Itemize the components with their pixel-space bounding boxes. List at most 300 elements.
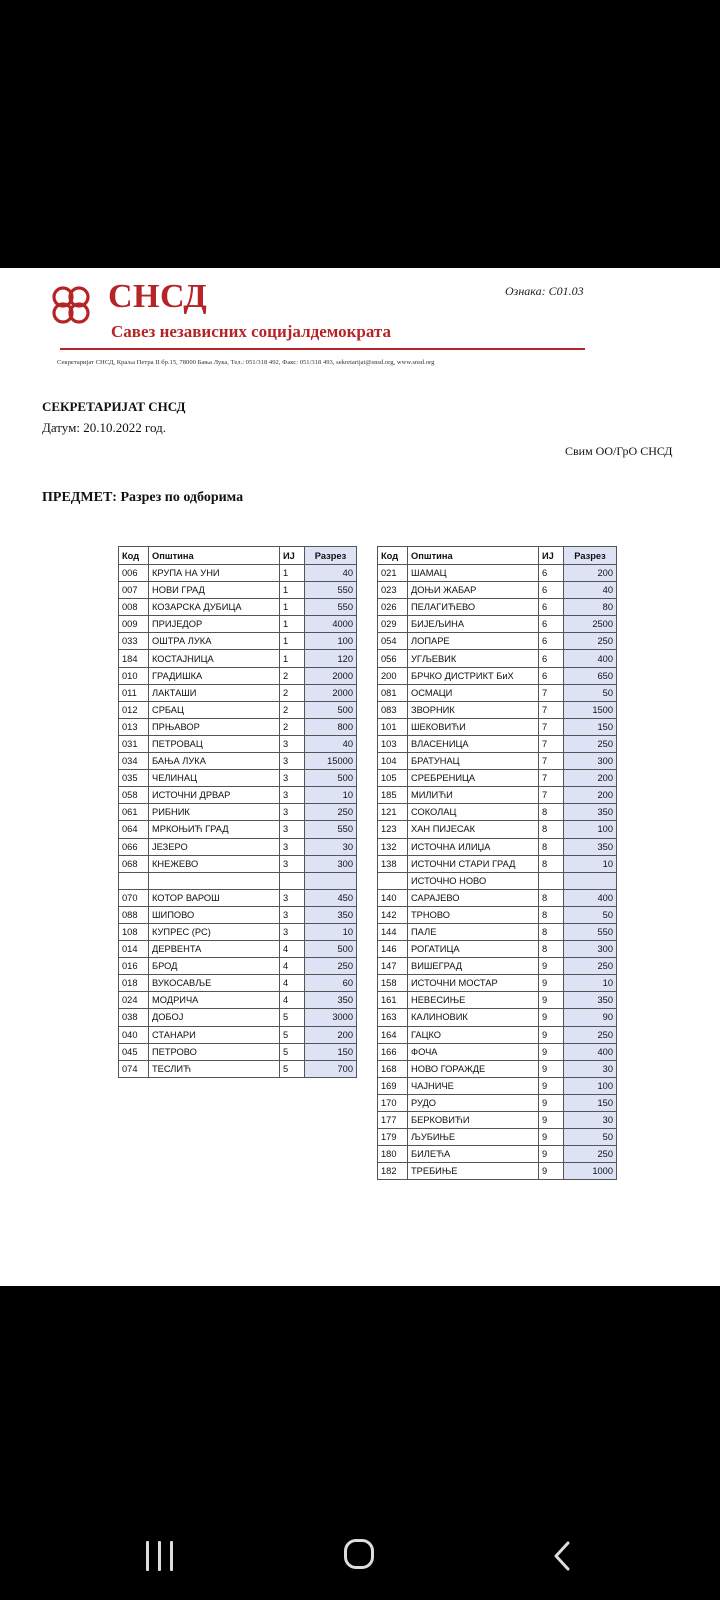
cell-code: 066 xyxy=(119,838,149,855)
cell-code: 179 xyxy=(378,1129,408,1146)
cell-code: 031 xyxy=(119,735,149,752)
cell-quota: 10 xyxy=(564,855,617,872)
table-row xyxy=(119,582,357,599)
cell-municipality: ВЛАСЕНИЦА xyxy=(408,735,539,752)
cell-municipality: ДЕРВЕНТА xyxy=(149,941,280,958)
cell-code: 200 xyxy=(378,667,408,684)
cell-quota: 150 xyxy=(305,1043,357,1060)
cell-ij: 6 xyxy=(539,667,564,684)
cell-ij: 5 xyxy=(280,1043,305,1060)
cell-quota: 30 xyxy=(564,1060,617,1077)
cell-code: 026 xyxy=(378,599,408,616)
back-icon[interactable] xyxy=(553,1541,571,1571)
cell-code: 180 xyxy=(378,1146,408,1163)
letter-recipient: Свим ОО/ГрО СНСД xyxy=(565,444,673,458)
cell-municipality: ПАЛЕ xyxy=(408,923,539,940)
cell-code: 161 xyxy=(378,992,408,1009)
table-row xyxy=(119,701,357,718)
cell-quota: 100 xyxy=(305,633,357,650)
table-row xyxy=(378,804,617,821)
cell-code: 083 xyxy=(378,701,408,718)
cell-municipality: ИСТОЧНИ МОСТАР xyxy=(408,975,539,992)
cell-code: 058 xyxy=(119,787,149,804)
cell-municipality: СРЕБРЕНИЦА xyxy=(408,770,539,787)
table-row xyxy=(119,599,357,616)
snsd-logo-icon xyxy=(50,284,92,326)
cell-quota: 250 xyxy=(564,1146,617,1163)
cell-municipality: ОСМАЦИ xyxy=(408,684,539,701)
cell-quota: 100 xyxy=(564,821,617,838)
cell-municipality: ФОЧА xyxy=(408,1043,539,1060)
table-row xyxy=(119,1026,357,1043)
table-row xyxy=(378,735,617,752)
cell-quota: 300 xyxy=(564,941,617,958)
table-row xyxy=(119,1043,357,1060)
cell-quota: 60 xyxy=(305,975,357,992)
cell-quota: 400 xyxy=(564,650,617,667)
cell-municipality: СРБАЦ xyxy=(149,701,280,718)
cell-code: 061 xyxy=(119,804,149,821)
cell-municipality: ИСТОЧНО НОВО xyxy=(408,872,539,889)
cell-quota: 700 xyxy=(305,1060,357,1077)
cell-ij: 7 xyxy=(539,770,564,787)
table-row xyxy=(119,1060,357,1077)
table-row xyxy=(378,718,617,735)
cell-code: 177 xyxy=(378,1112,408,1129)
cell-quota: 350 xyxy=(564,804,617,821)
cell-quota: 80 xyxy=(564,599,617,616)
column-header-code: Код xyxy=(378,547,408,565)
table-row xyxy=(119,667,357,684)
cell-ij: 5 xyxy=(280,1026,305,1043)
cell-ij: 4 xyxy=(280,941,305,958)
table-row xyxy=(378,1146,617,1163)
table-row xyxy=(119,838,357,855)
cell-quota: 10 xyxy=(305,787,357,804)
cell-code: 016 xyxy=(119,958,149,975)
cell-municipality: ВУКОСАВЉЕ xyxy=(149,975,280,992)
table-row xyxy=(378,906,617,923)
cell-code: 070 xyxy=(119,889,149,906)
cell-quota: 800 xyxy=(305,718,357,735)
cell-ij: 4 xyxy=(280,975,305,992)
cell-code: 108 xyxy=(119,923,149,940)
cell-ij: 7 xyxy=(539,684,564,701)
cell-code: 138 xyxy=(378,855,408,872)
table-row xyxy=(119,770,357,787)
cell-municipality: ЗВОРНИК xyxy=(408,701,539,718)
table-row xyxy=(119,992,357,1009)
cell-quota: 450 xyxy=(305,889,357,906)
cell-quota: 1500 xyxy=(564,701,617,718)
cell-ij: 7 xyxy=(539,701,564,718)
cell-municipality: ПРИЈЕДОР xyxy=(149,616,280,633)
cell-code: 184 xyxy=(119,650,149,667)
cell-code: 021 xyxy=(378,565,408,582)
cell-municipality: ЉУБИЊЕ xyxy=(408,1129,539,1146)
cell-ij: 3 xyxy=(280,787,305,804)
cell-municipality: КНЕЖЕВО xyxy=(149,855,280,872)
document-code: Ознака: С01.03 xyxy=(505,284,584,298)
cell-municipality: КРУПА НА УНИ xyxy=(149,565,280,582)
cell-municipality: НОВО ГОРАЖДЕ xyxy=(408,1060,539,1077)
cell-quota: 100 xyxy=(564,1077,617,1094)
cell-quota: 250 xyxy=(564,633,617,650)
table-row xyxy=(378,923,617,940)
cell-municipality: ЛОПАРЕ xyxy=(408,633,539,650)
cell-quota: 50 xyxy=(564,906,617,923)
cell-code: 104 xyxy=(378,753,408,770)
cell-quota: 10 xyxy=(564,975,617,992)
cell-quota: 30 xyxy=(305,838,357,855)
cell-municipality: ТРНОВО xyxy=(408,906,539,923)
cell-ij: 2 xyxy=(280,701,305,718)
cell-ij: 1 xyxy=(280,650,305,667)
table-row xyxy=(378,941,617,958)
cell-municipality: КАЛИНОВИК xyxy=(408,1009,539,1026)
cell-code: 163 xyxy=(378,1009,408,1026)
document-page xyxy=(0,268,720,1286)
cell-quota: 250 xyxy=(564,735,617,752)
cell-code: 038 xyxy=(119,1009,149,1026)
cell-code: 081 xyxy=(378,684,408,701)
cell-municipality xyxy=(149,872,280,889)
cell-municipality: БИЛЕЋА xyxy=(408,1146,539,1163)
table-row xyxy=(378,753,617,770)
cell-municipality: ШЕКОВИЋИ xyxy=(408,718,539,735)
column-header-quota: Разрез xyxy=(305,547,357,565)
cell-code: 011 xyxy=(119,684,149,701)
cell-code: 012 xyxy=(119,701,149,718)
cell-code: 023 xyxy=(378,582,408,599)
cell-quota: 2000 xyxy=(305,684,357,701)
cell-code: 140 xyxy=(378,889,408,906)
cell-municipality: МОДРИЧА xyxy=(149,992,280,1009)
table-row xyxy=(119,787,357,804)
cell-quota: 50 xyxy=(564,1129,617,1146)
cell-quota xyxy=(305,872,357,889)
cell-quota: 400 xyxy=(564,1043,617,1060)
cell-municipality: КОЗАРСКА ДУБИЦА xyxy=(149,599,280,616)
cell-code: 035 xyxy=(119,770,149,787)
table-row xyxy=(378,821,617,838)
cell-quota: 400 xyxy=(564,889,617,906)
cell-ij: 8 xyxy=(539,821,564,838)
table-row xyxy=(378,616,617,633)
cell-code: 101 xyxy=(378,718,408,735)
cell-quota: 250 xyxy=(564,1026,617,1043)
cell-municipality: БИЈЕЉИНА xyxy=(408,616,539,633)
cell-quota: 500 xyxy=(305,941,357,958)
cell-quota: 350 xyxy=(305,906,357,923)
cell-code: 132 xyxy=(378,838,408,855)
cell-municipality: ПЕТРОВАЦ xyxy=(149,735,280,752)
table-row xyxy=(378,855,617,872)
cell-code: 010 xyxy=(119,667,149,684)
column-header-ij: ИЈ xyxy=(539,547,564,565)
cell-municipality: СОКОЛАЦ xyxy=(408,804,539,821)
quota-table-left xyxy=(118,546,357,1078)
cell-quota xyxy=(564,872,617,889)
table-row xyxy=(119,855,357,872)
cell-ij: 1 xyxy=(280,616,305,633)
cell-municipality: УГЉЕВИК xyxy=(408,650,539,667)
cell-quota: 350 xyxy=(305,992,357,1009)
cell-municipality: МРКОЊИЋ ГРАД xyxy=(149,821,280,838)
cell-ij: 6 xyxy=(539,650,564,667)
cell-ij: 8 xyxy=(539,906,564,923)
cell-code: 164 xyxy=(378,1026,408,1043)
cell-municipality: КОСТАЈНИЦА xyxy=(149,650,280,667)
cell-municipality: ИСТОЧНИ СТАРИ ГРАД xyxy=(408,855,539,872)
department-title: СЕКРЕТАРИЈАТ СНСД xyxy=(42,399,186,414)
cell-code: 006 xyxy=(119,565,149,582)
table-row xyxy=(119,565,357,582)
table-row xyxy=(119,923,357,940)
cell-code: 088 xyxy=(119,906,149,923)
cell-ij: 3 xyxy=(280,735,305,752)
cell-quota: 3000 xyxy=(305,1009,357,1026)
cell-code: 105 xyxy=(378,770,408,787)
table-row xyxy=(378,1026,617,1043)
cell-ij: 7 xyxy=(539,753,564,770)
cell-quota: 250 xyxy=(305,958,357,975)
cell-code: 029 xyxy=(378,616,408,633)
cell-quota: 550 xyxy=(305,821,357,838)
table-row xyxy=(378,684,617,701)
cell-municipality: КУПРЕС (РС) xyxy=(149,923,280,940)
table-row xyxy=(378,582,617,599)
cell-quota: 500 xyxy=(305,701,357,718)
table-row xyxy=(378,633,617,650)
cell-quota: 550 xyxy=(564,923,617,940)
cell-ij: 6 xyxy=(539,633,564,650)
cell-quota: 150 xyxy=(564,1094,617,1111)
cell-municipality: ПЕЛАГИЋЕВО xyxy=(408,599,539,616)
letter-date: Датум: 20.10.2022 год. xyxy=(42,420,166,435)
cell-ij: 8 xyxy=(539,941,564,958)
cell-ij: 6 xyxy=(539,582,564,599)
cell-code: 103 xyxy=(378,735,408,752)
cell-quota: 2000 xyxy=(305,667,357,684)
cell-code: 014 xyxy=(119,941,149,958)
cell-municipality: МИЛИЋИ xyxy=(408,787,539,804)
table-header-row xyxy=(378,547,617,565)
cell-quota: 90 xyxy=(564,1009,617,1026)
table-row xyxy=(378,787,617,804)
table-row xyxy=(119,804,357,821)
cell-municipality: НОВИ ГРАД xyxy=(149,582,280,599)
column-header-code: Код xyxy=(119,547,149,565)
table-row xyxy=(378,1094,617,1111)
cell-municipality: РОГАТИЦА xyxy=(408,941,539,958)
cell-municipality: БРЧКО ДИСТРИКТ БиХ xyxy=(408,667,539,684)
cell-ij: 7 xyxy=(539,735,564,752)
cell-municipality: ТРЕБИЊЕ xyxy=(408,1163,539,1180)
cell-ij: 9 xyxy=(539,1146,564,1163)
cell-municipality: ЧЕЛИНАЦ xyxy=(149,770,280,787)
cell-code: 018 xyxy=(119,975,149,992)
table-row xyxy=(119,906,357,923)
cell-quota: 350 xyxy=(564,992,617,1009)
cell-ij: 3 xyxy=(280,838,305,855)
table-row xyxy=(378,958,617,975)
cell-ij: 8 xyxy=(539,804,564,821)
cell-quota: 15000 xyxy=(305,753,357,770)
cell-ij: 5 xyxy=(280,1009,305,1026)
table-row xyxy=(378,889,617,906)
cell-municipality: ДОЊИ ЖАБАР xyxy=(408,582,539,599)
cell-quota: 200 xyxy=(564,770,617,787)
cell-code: 121 xyxy=(378,804,408,821)
cell-code: 009 xyxy=(119,616,149,633)
table-row xyxy=(119,941,357,958)
cell-code xyxy=(378,872,408,889)
cell-ij: 3 xyxy=(280,804,305,821)
cell-quota: 2500 xyxy=(564,616,617,633)
cell-ij: 9 xyxy=(539,1094,564,1111)
cell-ij: 9 xyxy=(539,1129,564,1146)
table-row xyxy=(378,650,617,667)
cell-ij: 6 xyxy=(539,599,564,616)
home-icon[interactable] xyxy=(344,1539,374,1569)
cell-ij xyxy=(280,872,305,889)
cell-code: 008 xyxy=(119,599,149,616)
cell-municipality: ИСТОЧНИ ДРВАР xyxy=(149,787,280,804)
cell-code: 147 xyxy=(378,958,408,975)
cell-ij: 9 xyxy=(539,1060,564,1077)
table-row xyxy=(378,667,617,684)
cell-municipality: ВИШЕГРАД xyxy=(408,958,539,975)
table-row xyxy=(119,889,357,906)
table-row xyxy=(378,1129,617,1146)
cell-code: 056 xyxy=(378,650,408,667)
cell-municipality: ШАМАЦ xyxy=(408,565,539,582)
cell-ij xyxy=(539,872,564,889)
cell-ij: 9 xyxy=(539,1112,564,1129)
quota-table-right xyxy=(377,546,617,1180)
cell-code: 068 xyxy=(119,855,149,872)
cell-ij: 3 xyxy=(280,753,305,770)
table-row xyxy=(119,958,357,975)
table-row xyxy=(378,1112,617,1129)
column-header-quota: Разрез xyxy=(564,547,617,565)
cell-quota: 250 xyxy=(305,804,357,821)
cell-quota: 200 xyxy=(564,565,617,582)
cell-ij: 3 xyxy=(280,906,305,923)
cell-ij: 9 xyxy=(539,958,564,975)
table-row xyxy=(119,821,357,838)
cell-quota: 550 xyxy=(305,582,357,599)
table-row xyxy=(119,684,357,701)
cell-ij: 8 xyxy=(539,889,564,906)
table-row xyxy=(119,872,357,889)
table-row xyxy=(119,616,357,633)
cell-quota: 650 xyxy=(564,667,617,684)
cell-quota: 40 xyxy=(564,582,617,599)
cell-municipality: БРАТУНАЦ xyxy=(408,753,539,770)
cell-code: 054 xyxy=(378,633,408,650)
brand-subtitle: Савез независних социјалдемократа xyxy=(111,322,391,341)
cell-code: 064 xyxy=(119,821,149,838)
cell-ij: 1 xyxy=(280,633,305,650)
cell-quota: 250 xyxy=(564,958,617,975)
cell-ij: 9 xyxy=(539,1009,564,1026)
table-row xyxy=(378,1163,617,1180)
cell-ij: 7 xyxy=(539,718,564,735)
table-row xyxy=(119,735,357,752)
cell-code: 166 xyxy=(378,1043,408,1060)
cell-ij: 2 xyxy=(280,718,305,735)
cell-municipality: ТЕСЛИЋ xyxy=(149,1060,280,1077)
cell-municipality: ЧАЈНИЧЕ xyxy=(408,1077,539,1094)
cell-code: 169 xyxy=(378,1077,408,1094)
cell-quota: 40 xyxy=(305,565,357,582)
cell-municipality: ЛАКТАШИ xyxy=(149,684,280,701)
cell-ij: 4 xyxy=(280,958,305,975)
cell-ij: 2 xyxy=(280,667,305,684)
cell-code: 013 xyxy=(119,718,149,735)
cell-code: 033 xyxy=(119,633,149,650)
cell-quota: 200 xyxy=(305,1026,357,1043)
cell-quota: 30 xyxy=(564,1112,617,1129)
cell-quota: 10 xyxy=(305,923,357,940)
cell-code xyxy=(119,872,149,889)
cell-municipality: БАЊА ЛУКА xyxy=(149,753,280,770)
cell-ij: 8 xyxy=(539,855,564,872)
table-row xyxy=(378,1060,617,1077)
table-row xyxy=(378,565,617,582)
cell-quota: 200 xyxy=(564,787,617,804)
cell-code: 034 xyxy=(119,753,149,770)
cell-municipality: КОТОР ВАРОШ xyxy=(149,889,280,906)
cell-ij: 9 xyxy=(539,1043,564,1060)
cell-code: 024 xyxy=(119,992,149,1009)
column-header-municipality: Општина xyxy=(149,547,280,565)
cell-municipality: ПЕТРОВО xyxy=(149,1043,280,1060)
cell-quota: 50 xyxy=(564,684,617,701)
cell-code: 123 xyxy=(378,821,408,838)
cell-ij: 9 xyxy=(539,1026,564,1043)
cell-municipality: БЕРКОВИЋИ xyxy=(408,1112,539,1129)
cell-municipality: СТАНАРИ xyxy=(149,1026,280,1043)
cell-municipality: ЈЕЗЕРО xyxy=(149,838,280,855)
cell-quota: 550 xyxy=(305,599,357,616)
header-divider xyxy=(60,348,585,350)
cell-quota: 1000 xyxy=(564,1163,617,1180)
cell-municipality: ХАН ПИЈЕСАК xyxy=(408,821,539,838)
cell-code: 007 xyxy=(119,582,149,599)
brand-name: СНСД xyxy=(108,278,208,315)
table-row xyxy=(378,770,617,787)
cell-ij: 5 xyxy=(280,1060,305,1077)
column-header-municipality: Општина xyxy=(408,547,539,565)
table-row xyxy=(378,1009,617,1026)
column-header-ij: ИЈ xyxy=(280,547,305,565)
cell-code: 074 xyxy=(119,1060,149,1077)
cell-municipality: ГРАДИШКА xyxy=(149,667,280,684)
recents-icon[interactable] xyxy=(146,1541,176,1571)
cell-quota: 150 xyxy=(564,718,617,735)
cell-ij: 1 xyxy=(280,599,305,616)
cell-ij: 3 xyxy=(280,855,305,872)
table-row xyxy=(378,1043,617,1060)
cell-code: 168 xyxy=(378,1060,408,1077)
cell-code: 170 xyxy=(378,1094,408,1111)
cell-ij: 6 xyxy=(539,565,564,582)
cell-ij: 3 xyxy=(280,821,305,838)
cell-ij: 3 xyxy=(280,889,305,906)
